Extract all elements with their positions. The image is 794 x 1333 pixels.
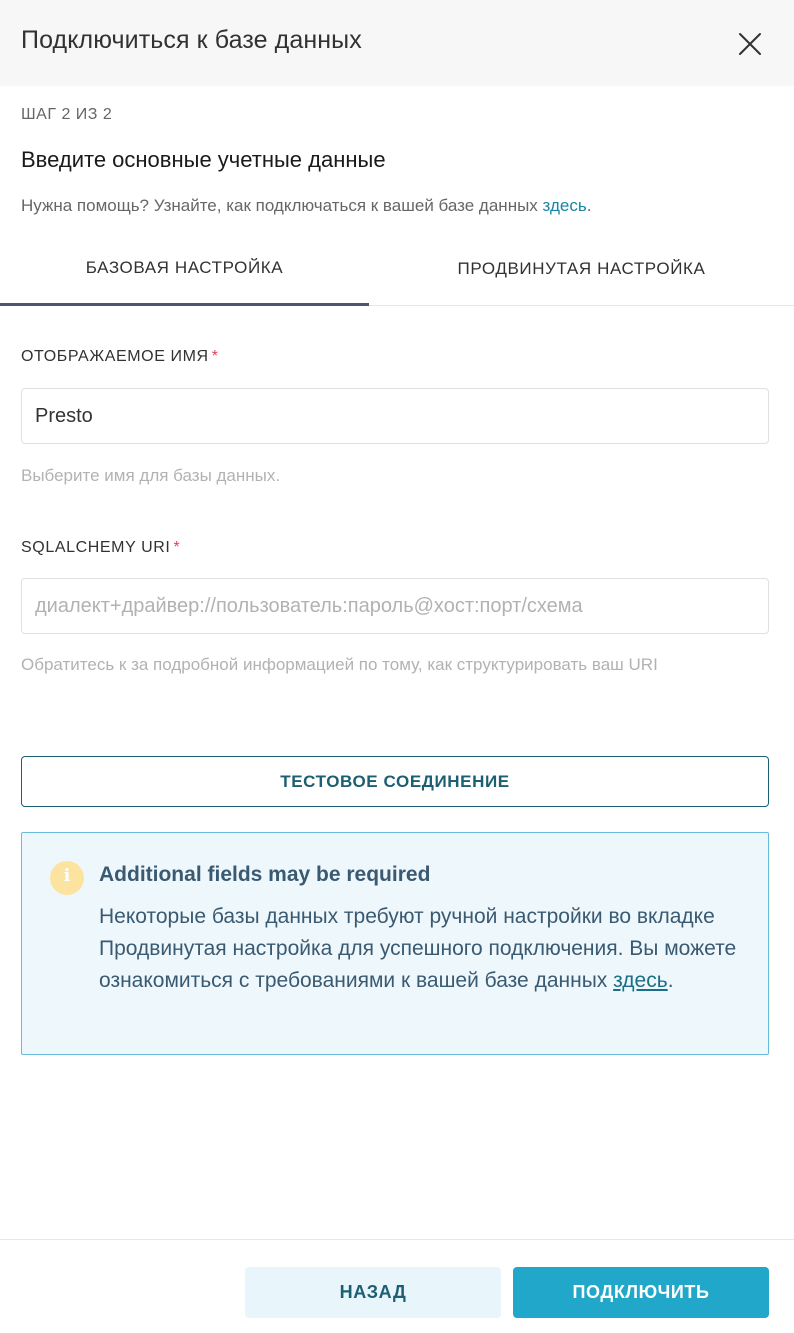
modal-header [0,0,794,86]
help-text-suffix: . [586,196,592,215]
sqlalchemy-uri-label [21,539,180,557]
info-alert [21,832,769,1055]
info-icon [50,861,84,895]
step-title: Введите основные учетные данные [21,147,386,172]
alert-link[interactable]: здесь [613,969,668,992]
alert-body-prefix: Некоторые базы данных требуют ручной настройки во вкладке Продвинутая настройка для успешного подключения. Вы можете ознакомиться с требованиями к вашей базе данных [99,905,737,992]
alert-title: Additional fields may be required [99,863,431,886]
display-name-label-text: ОТОБРАЖАЕМОЕ ИМЯ [21,348,209,365]
required-mark: * [173,539,181,556]
modal-footer [0,1239,794,1333]
help-text [21,196,591,216]
display-name-label [21,348,219,366]
close-icon[interactable] [736,30,764,58]
sqlalchemy-uri-hint: Обратитесь к за подробной информацией по тому, как структурировать ваш URI [21,655,658,674]
alert-body [99,901,744,997]
back-button[interactable]: НАЗАД [245,1267,501,1318]
sqlalchemy-uri-label-text: SQLALCHEMY URI [21,539,171,556]
settings-tabs [0,232,794,306]
modal-title: Подключиться к базе данных [21,26,362,54]
display-name-input[interactable] [21,388,769,444]
alert-body-suffix: . [667,969,674,992]
help-text-prefix: Нужна помощь? Узнайте, как подключаться к вашей базе данных [21,196,543,215]
help-link[interactable]: здесь [542,196,587,215]
tab-advanced-settings[interactable]: ПРОДВИНУТАЯ НАСТРОЙКА [457,259,706,278]
tab-basic-settings[interactable]: БАЗОВАЯ НАСТРОЙКА [0,232,369,306]
sqlalchemy-uri-input[interactable] [21,578,769,634]
test-connection-button[interactable]: ТЕСТОВОЕ СОЕДИНЕНИЕ [21,756,769,807]
display-name-hint: Выберите имя для базы данных. [21,466,281,485]
required-mark: * [211,348,219,365]
step-indicator: ШАГ 2 ИЗ 2 [21,106,113,123]
connect-button[interactable]: ПОДКЛЮЧИТЬ [513,1267,769,1318]
